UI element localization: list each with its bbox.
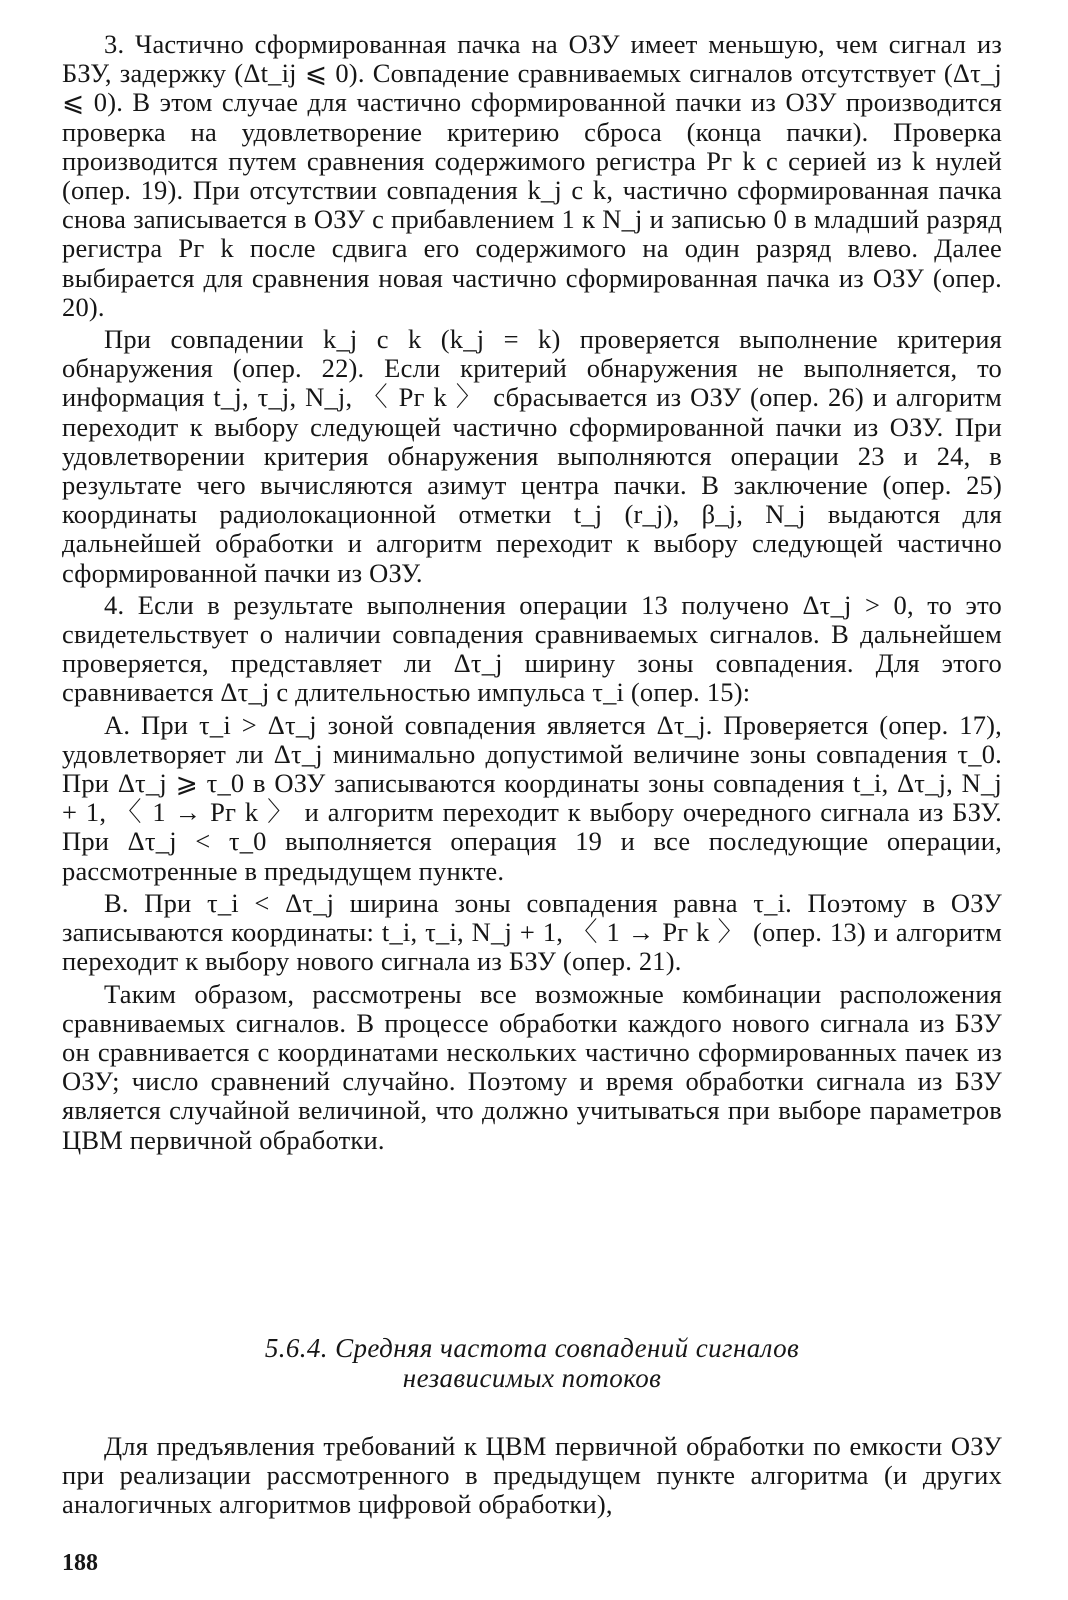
section-heading-line-2: независимых потоков bbox=[402, 1363, 662, 1393]
body-text bbox=[62, 30, 1002, 1155]
paragraph-case-4: 4. Если в результате выполнения операции 13 получено Δτ_j > 0, то это свидетельствует о наличии совпадения сравниваемых сигналов. В дальнейшем проверяется, представляет ли Δτ_j ширину зоны совпадения. Для этого сравнивается Δτ_j с длительностью импульса τ_i (опер. 15): bbox=[62, 589, 1002, 708]
paragraph-case-b: В. При τ_i < Δτ_j ширина зоны совпадения равна τ_i. Поэтому в ОЗУ записываются координаты: t_i, τ_i, N_j + 1, 〈 1 → Рг k 〉 (опер. 13) и алгоритм переходит к выбору нового сигнала из БЗУ (опер. 21). bbox=[62, 887, 1002, 977]
section-heading-line-1: 5.6.4. Средняя частота совпадений сигналов bbox=[264, 1333, 800, 1363]
page-number: 188 bbox=[62, 1550, 98, 1576]
paragraph-summary: Таким образом, рассмотрены все возможные комбинации расположения сравниваемых сигналов. В процессе обработки каждого нового сигнала из БЗУ он сравнивается с координатами нескольких частично сформированных пачек из ОЗУ; число сравнений случайно. Поэтому и время обработки сигнала из БЗУ является случайной величиной, что должно учитываться при выборе параметров ЦВМ первичной обработки. bbox=[62, 978, 1002, 1155]
paragraph-case-a: А. При τ_i > Δτ_j зоной совпадения является Δτ_j. Проверяется (опер. 17), удовлетворяет ли Δτ_j минимально допустимой величине зоны совпадения τ_0. При Δτ_j ⩾ τ_0 в ОЗУ записываются координаты зоны совпадения t_i, Δτ_j, N_j + 1, 〈 1 → Рг k 〉 и алгоритм переходит к выбору очередного сигнала из БЗУ. При Δτ_j < τ_0 выполняется операция 19 и все последующие операции, рассмотренные в предыдущем пункте. bbox=[62, 709, 1002, 886]
section-body bbox=[62, 1432, 1002, 1520]
paragraph-match-criteria: При совпадении k_j с k (k_j = k) проверяется выполнение критерия обнаружения (опер. 22). Если критерий обнаружения не выполняется, то информация t_j, τ_j, N_j, 〈 Рг k 〉 сбрасывается из ОЗУ (опер. 26) и алгоритм переходит к выбору следующей частично сформированной пачки из ОЗУ. При удовлетворении критерия обнаружения выполняются операции 23 и 24, в результате чего вычисляются азимут центра пачки. В заключение (опер. 25) координаты радиолокационной отметки t_j (r_j), β_j, N_j выдаются для дальнейшей обработки и алгоритм переходит к выбору следующей частично сформированной пачки из ОЗУ. bbox=[62, 324, 1002, 588]
paragraph-section-intro: Для предъявления требований к ЦВМ первичной обработки по емкости ОЗУ при реализации рассмотренного в предыдущем пункте алгоритма (и других аналогичных алгоритмов цифровой обработки), bbox=[62, 1431, 1002, 1520]
paragraph-case-3: 3. Частично сформированная пачка на ОЗУ имеет меньшую, чем сигнал из БЗУ, задержку (Δt_ij ⩽ 0). Совпадение сравниваемых сигналов отсутствует (Δτ_j ⩽ 0). В этом случае для частично сформированной пачки из ОЗУ производится проверка на удовлетворение критерию сброса (конца пачки). Проверка производится путем сравнения содержимого регистра Рг k с серией из k нулей (опер. 19). При отсутствии совпадения k_j с k, частично сформированная пачка снова записывается в ОЗУ с прибавлением 1 к N_j и записью 0 в младший разряд регистра Рг k после сдвига его содержимого на один разряд влево. Далее выбирается для сравнения новая частично сформированная пачка из ОЗУ (опер. 20). bbox=[62, 29, 1002, 322]
section-heading bbox=[62, 1333, 1002, 1393]
